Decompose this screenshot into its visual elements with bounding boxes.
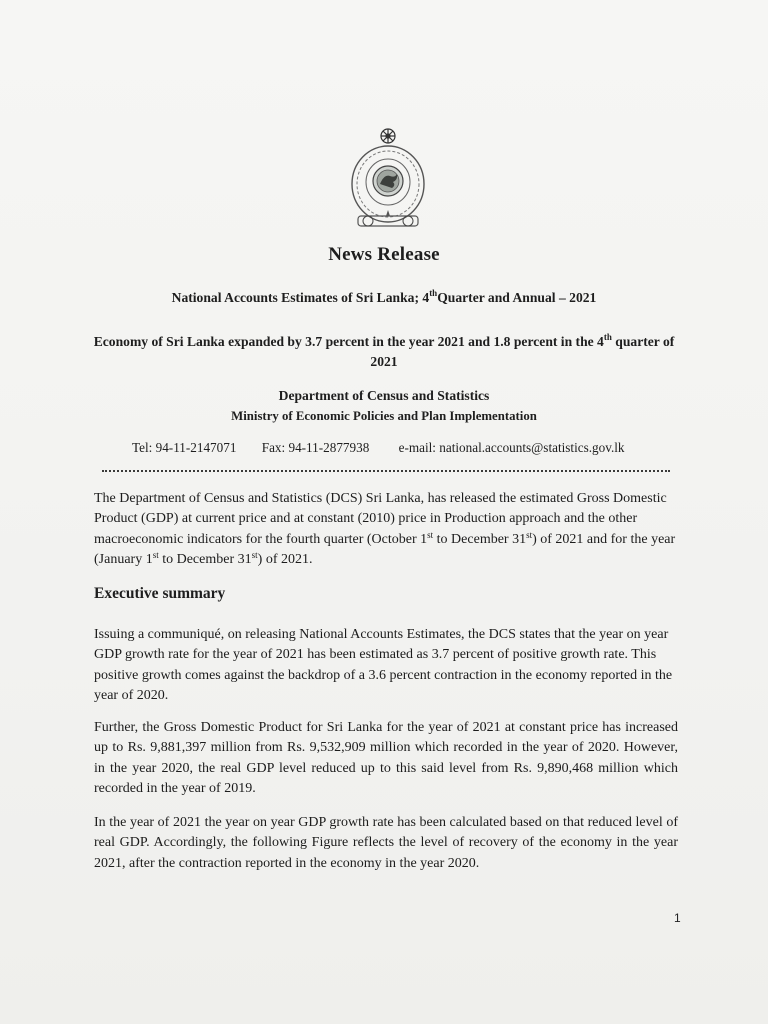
sri-lanka-emblem-icon	[338, 126, 438, 236]
dotted-divider	[102, 470, 670, 472]
paragraph-recovery: In the year of 2021 the year on year GDP growth rate has been calculated based on that reduced level of real GDP. Accordingly, the following Figure reflects the level of recovery of the economy in the year 2021, after the contraction reported in the economy in the year 2020.	[94, 815, 678, 871]
page-number: 1	[674, 911, 681, 925]
contact-fax: Fax: 94-11-2877938	[261, 440, 370, 455]
contact-email: e-mail: national.accounts@statistics.gov.lk	[398, 440, 625, 455]
section-heading-executive-summary: Executive summary	[94, 585, 226, 602]
contact-line	[132, 440, 625, 456]
subtitle-estimates: National Accounts Estimates of Sri Lanka; 4thQuarter and Annual – 2021	[171, 288, 597, 305]
contact-tel: Tel: 94-11-2147071	[132, 440, 237, 455]
page-title: News Release	[328, 244, 440, 265]
paragraph-gdp-levels: Further, the Gross Domestic Product for Sri Lanka for the year of 2021 at constant price has increased up to Rs. 9,881,397 million from Rs. 9,532,909 million which recorded in the year of 2020. However, in the year 2020, the real GDP level reduced up to this said level from Rs. 9,890,468 million which recorded in the year of 2019.	[94, 720, 678, 797]
intro-paragraph: The Department of Census and Statistics (DCS) Sri Lanka, has released the estimated Gross Domestic Product (GDP) at current price and at constant (2010) price in Production approach and the other macroeconomic indicators for the fourth quarter (October 1st to December 31st) of 2021 and for the year (January 1st to December 31st) of 2021.	[94, 491, 676, 568]
paragraph-growth-rate: Issuing a communiqué, on releasing National Accounts Estimates, the DCS states that the year on year GDP growth rate for the year of 2021 has been estimated as 3.7 percent of positive growth rate. This positive growth comes against the backdrop of a 3.6 percent contraction in the economy reported in the year of 2020.	[94, 627, 673, 704]
ministry-name: Ministry of Economic Policies and Plan Implementation	[231, 409, 537, 423]
subtitle-headline: Economy of Sri Lanka expanded by 3.7 percent in the year 2021 and 1.8 percent in the 4th quarter of 2021	[93, 332, 675, 369]
department-name: Department of Census and Statistics	[278, 388, 490, 403]
